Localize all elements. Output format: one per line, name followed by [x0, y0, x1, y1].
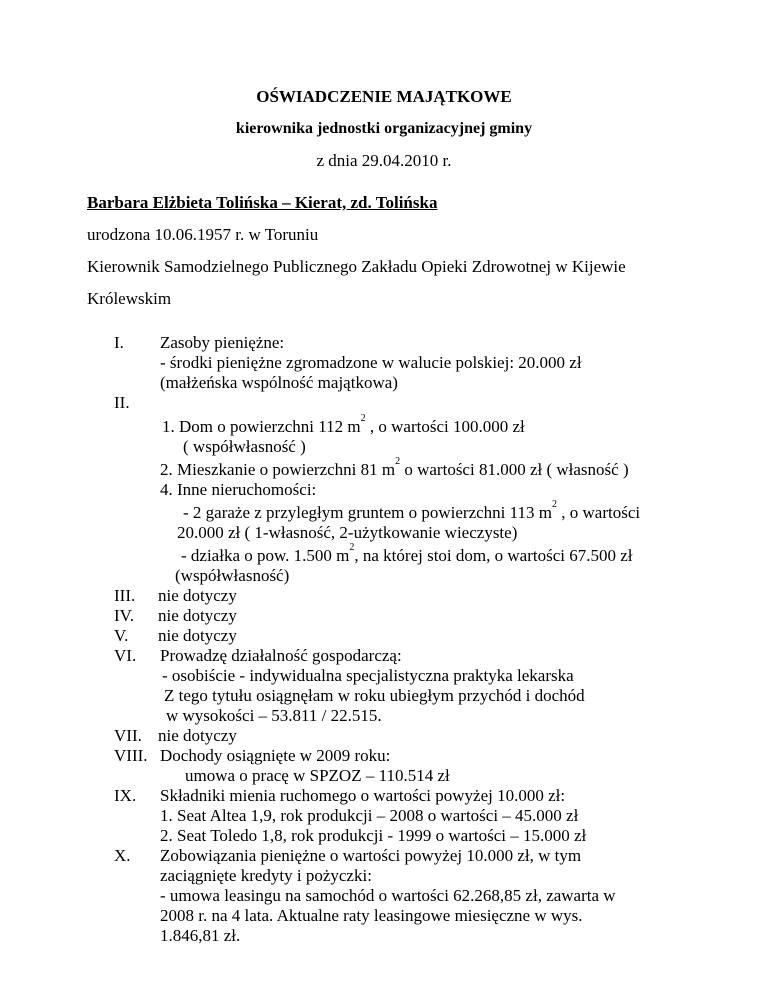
person-position-line-2: Królewskim: [87, 289, 172, 308]
section-text: 1. Seat Altea 1,9, rok produkcji – 2008 o wartości – 45.000 zł: [160, 806, 579, 825]
property-item: - 2 garaże z przyległym gruntem o powierzchni 113 $m^2$ , o wartości: [183, 499, 641, 522]
section-number: VII.: [114, 726, 142, 745]
document-subtitle: kierownika jednostki organizacyjnej gminy: [235, 120, 533, 137]
section-number: IV.: [114, 606, 134, 625]
section-text: - osobiście - indywidualna specjalistyczna praktyka lekarska: [162, 666, 574, 685]
section-text: zaciągnięte kredyty i pożyczki:: [160, 866, 372, 885]
section-number: V.: [114, 626, 129, 645]
section-number: VIII.: [114, 746, 148, 765]
section-text: w wysokości – 53.811 / 22.515.: [166, 706, 382, 725]
section-text: Prowadzę działalność gospodarczą:: [160, 646, 402, 665]
section-text: 1.846,81 zł.: [160, 926, 241, 945]
person-position-line-1: Kierownik Samodzielnego Publicznego Zakładu Opieki Zdrowotnej w Kijewie: [87, 257, 626, 276]
section-text: umowa o pracę w SPZOZ – 110.514 zł: [185, 766, 450, 785]
section-number: IX.: [114, 786, 137, 805]
person-birth: urodzona 10.06.1957 r. w Toruniu: [87, 225, 319, 244]
section-text: nie dotyczy: [158, 726, 237, 745]
section-number: X.: [114, 846, 131, 865]
property-item: 4. Inne nieruchomości:: [160, 480, 317, 499]
property-item: 2. Mieszkanie o powierzchni 81 $m^2$ o wartości 81.000 zł ( własność ): [160, 456, 629, 479]
section-text: Dochody osiągnięte w 2009 roku:: [160, 746, 391, 765]
section-number: II.: [114, 393, 130, 412]
section-number: III.: [114, 586, 136, 605]
section-text: - umowa leasingu na samochód o wartości 62.268,85 zł, zawarta w: [160, 886, 616, 905]
section-text: nie dotyczy: [158, 586, 237, 605]
section-text: 2. Seat Toledo 1,8, rok produkcji - 1999 o wartości – 15.000 zł: [160, 826, 587, 845]
property-item: - działka o pow. 1.500 $m^2$, na której stoi dom, o wartości 67.500 zł: [181, 542, 633, 565]
property-item-note: (współwłasność): [175, 566, 290, 585]
section-number: I.: [114, 333, 124, 352]
property-item-note: 20.000 zł ( 1-własność, 2-użytkowanie wieczyste): [177, 523, 518, 542]
section-text: - środki pieniężne zgromadzone w walucie polskiej: 20.000 zł: [160, 353, 582, 372]
document-title: OŚWIADCZENIE MAJĄTKOWE: [256, 87, 512, 106]
property-item-note: ( współwłasność ): [183, 437, 306, 456]
property-item: 1. Dom o powierzchni 112 $m^2$ , o wartości 100.000 zł: [162, 413, 525, 436]
document-date: z dnia 29.04.2010 r.: [316, 151, 452, 170]
section-text: Zasoby pieniężne:: [160, 333, 285, 352]
section-number: VI.: [114, 646, 137, 665]
person-name: Barbara Elżbieta Tolińska – Kierat, zd. Tolińska: [87, 193, 438, 212]
section-text: 2008 r. na 4 lata. Aktualne raty leasingowe miesięczne w wys.: [160, 906, 583, 925]
section-text: Składniki mienia ruchomego o wartości powyżej 10.000 zł:: [160, 786, 566, 805]
section-text: nie dotyczy: [158, 626, 237, 645]
section-text: nie dotyczy: [158, 606, 237, 625]
section-text: (małżeńska wspólność majątkowa): [160, 373, 398, 392]
section-text: Z tego tytułu osiągnęłam w roku ubiegłym przychód i dochód: [164, 686, 585, 705]
section-text: Zobowiązania pieniężne o wartości powyżej 10.000 zł, w tym: [160, 846, 582, 865]
